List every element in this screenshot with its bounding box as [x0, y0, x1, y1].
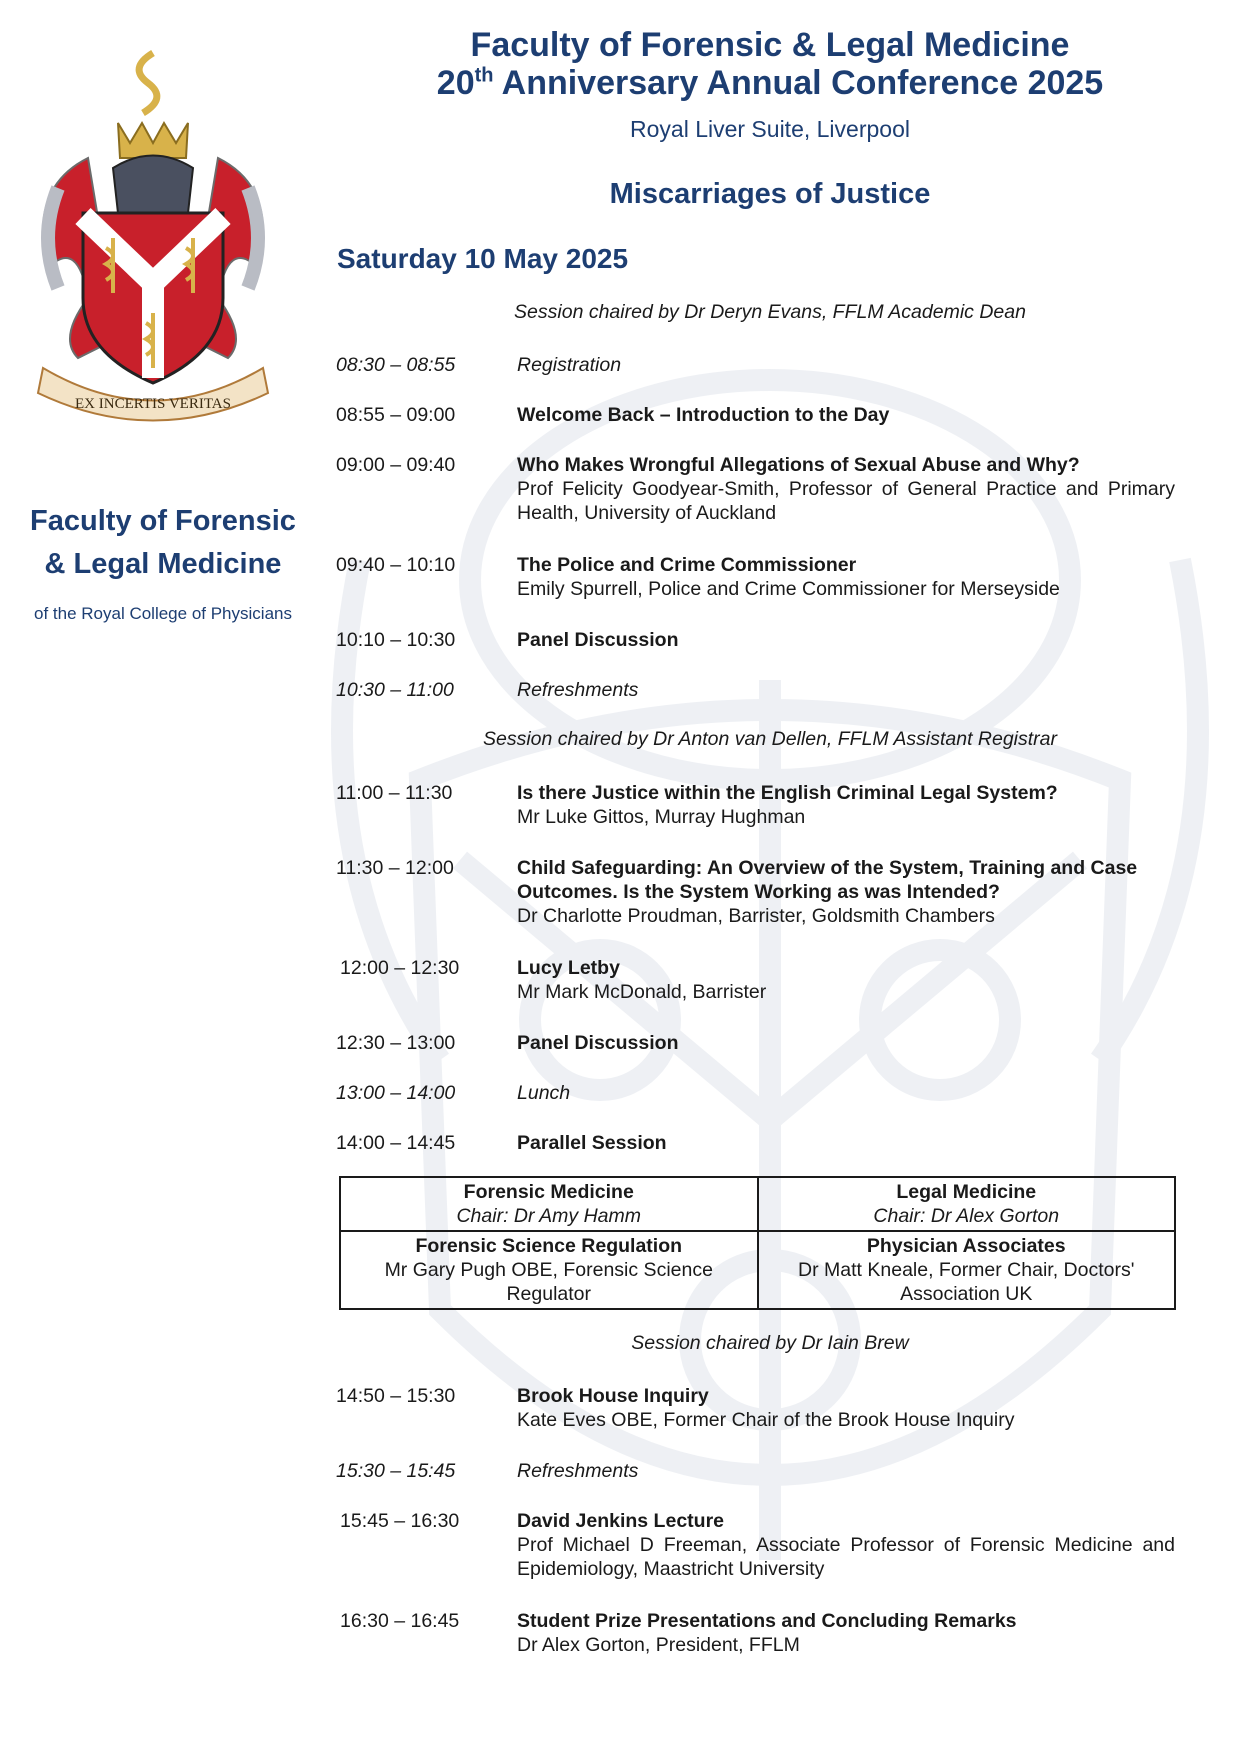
row-time: 12:30 – 13:00: [336, 1032, 456, 1054]
org-name-line2: & Legal Medicine: [44, 548, 282, 580]
row-time: 09:40 – 10:10: [336, 554, 456, 576]
row-time: 14:50 – 15:30: [336, 1385, 456, 1407]
row-time: 15:30 – 15:45: [336, 1460, 456, 1482]
title-ordinal: 20: [436, 64, 475, 102]
venue: Royal Liver Suite, Liverpool: [630, 116, 910, 142]
parallel-left-speaker: Mr Gary Pugh OBE, Forensic Science Regulator: [384, 1259, 713, 1305]
row-title: The Police and Crime Commissioner: [517, 554, 857, 576]
parallel-right-heading: Legal Medicine: [896, 1181, 1037, 1203]
row-title: Panel Discussion: [517, 1032, 679, 1054]
row-speaker: Emily Spurrell, Police and Crime Commissioner for Merseyside: [517, 578, 1060, 600]
conference-title-line2: [340, 64, 1200, 103]
parallel-right-header: [758, 1177, 1176, 1231]
row-speaker: Dr Alex Gorton, President, FFLM: [517, 1634, 800, 1656]
conference-date: Saturday 10 May 2025: [337, 243, 629, 274]
row-time: 08:55 – 09:00: [336, 404, 456, 426]
row-speaker: Mr Mark McDonald, Barrister: [517, 981, 767, 1003]
org-name-line1: Faculty of Forensic: [30, 505, 296, 537]
row-speaker: Mr Luke Gittos, Murray Hughman: [517, 806, 806, 828]
row-title: David Jenkins Lecture: [517, 1510, 724, 1532]
conference-theme: Miscarriages of Justice: [609, 178, 931, 210]
row-title: Lucy Letby: [517, 957, 620, 979]
row-title: Child Safeguarding: An Overview of the System, Training and Case Outcomes. Is the System Working as was Intended?: [517, 857, 1138, 903]
org-name: [8, 500, 318, 586]
conference-title-line1: Faculty of Forensic & Legal Medicine: [470, 26, 1070, 64]
row-speaker: Prof Michael D Freeman, Associate Professor of Forensic Medicine and Epidemiology, Maastricht University: [517, 1534, 1175, 1580]
row-title: Welcome Back – Introduction to the Day: [517, 404, 890, 426]
fflm-crest-logo: [18, 38, 288, 438]
row-title: Parallel Session: [517, 1132, 667, 1154]
row-title: Registration: [517, 354, 622, 376]
parallel-right-talk: Physician Associates: [866, 1235, 1066, 1257]
row-time: 09:00 – 09:40: [336, 454, 456, 476]
row-time: 10:10 – 10:30: [336, 629, 456, 651]
row-time: 13:00 – 14:00: [336, 1082, 456, 1104]
row-title: Panel Discussion: [517, 629, 679, 651]
parallel-left-chair: Chair: Dr Amy Hamm: [456, 1205, 642, 1227]
row-time: 11:30 – 12:00: [336, 857, 454, 879]
session-chair-3: Session chaired by Dr Iain Brew: [631, 1332, 909, 1354]
session-chair-2: Session chaired by Dr Anton van Dellen, FFLM Assistant Registrar: [482, 728, 1058, 750]
crest-motto: EX INCERTIS VERITAS: [75, 396, 231, 412]
row-speaker: Kate Eves OBE, Former Chair of the Brook House Inquiry: [517, 1409, 1015, 1431]
session-chair-1: Session chaired by Dr Deryn Evans, FFLM Academic Dean: [514, 301, 1026, 323]
row-title: Brook House Inquiry: [517, 1385, 709, 1407]
row-title: Student Prize Presentations and Concluding Remarks: [517, 1610, 1017, 1632]
parallel-left-talk: Forensic Science Regulation: [415, 1235, 683, 1257]
parallel-right-speaker: Dr Matt Kneale, Former Chair, Doctors' Association UK: [798, 1259, 1135, 1305]
title-rest: Anniversary Annual Conference 2025: [493, 64, 1104, 102]
parallel-left-header: [340, 1177, 758, 1231]
org-subtitle: of the Royal College of Physicians: [34, 604, 292, 623]
row-time: 08:30 – 08:55: [336, 354, 456, 376]
row-title: Who Makes Wrongful Allegations of Sexual Abuse and Why?: [517, 454, 1080, 476]
parallel-right-talk-cell: [758, 1231, 1176, 1309]
row-time: 10:30 – 11:00: [336, 679, 454, 701]
parallel-session-table: [339, 1176, 1176, 1310]
row-speaker: Prof Felicity Goodyear-Smith, Professor of General Practice and Primary Health, University of Auckland: [517, 478, 1175, 524]
row-title: Is there Justice within the English Criminal Legal System?: [517, 782, 1058, 804]
row-time: 14:00 – 14:45: [336, 1132, 456, 1154]
row-title: Lunch: [517, 1082, 571, 1104]
row-title: Refreshments: [517, 679, 639, 701]
row-speaker: Dr Charlotte Proudman, Barrister, Goldsmith Chambers: [517, 905, 995, 927]
row-time: 12:00 – 12:30: [340, 957, 460, 979]
row-time: 11:00 – 11:30: [336, 782, 453, 804]
row-title: Refreshments: [517, 1460, 639, 1482]
parallel-left-talk-cell: [340, 1231, 758, 1309]
parallel-right-chair: Chair: Dr Alex Gorton: [873, 1205, 1060, 1227]
parallel-left-heading: Forensic Medicine: [463, 1181, 634, 1203]
row-time: 16:30 – 16:45: [340, 1610, 460, 1632]
title-ordinal-suffix: th: [474, 64, 494, 87]
row-time: 15:45 – 16:30: [340, 1510, 460, 1532]
